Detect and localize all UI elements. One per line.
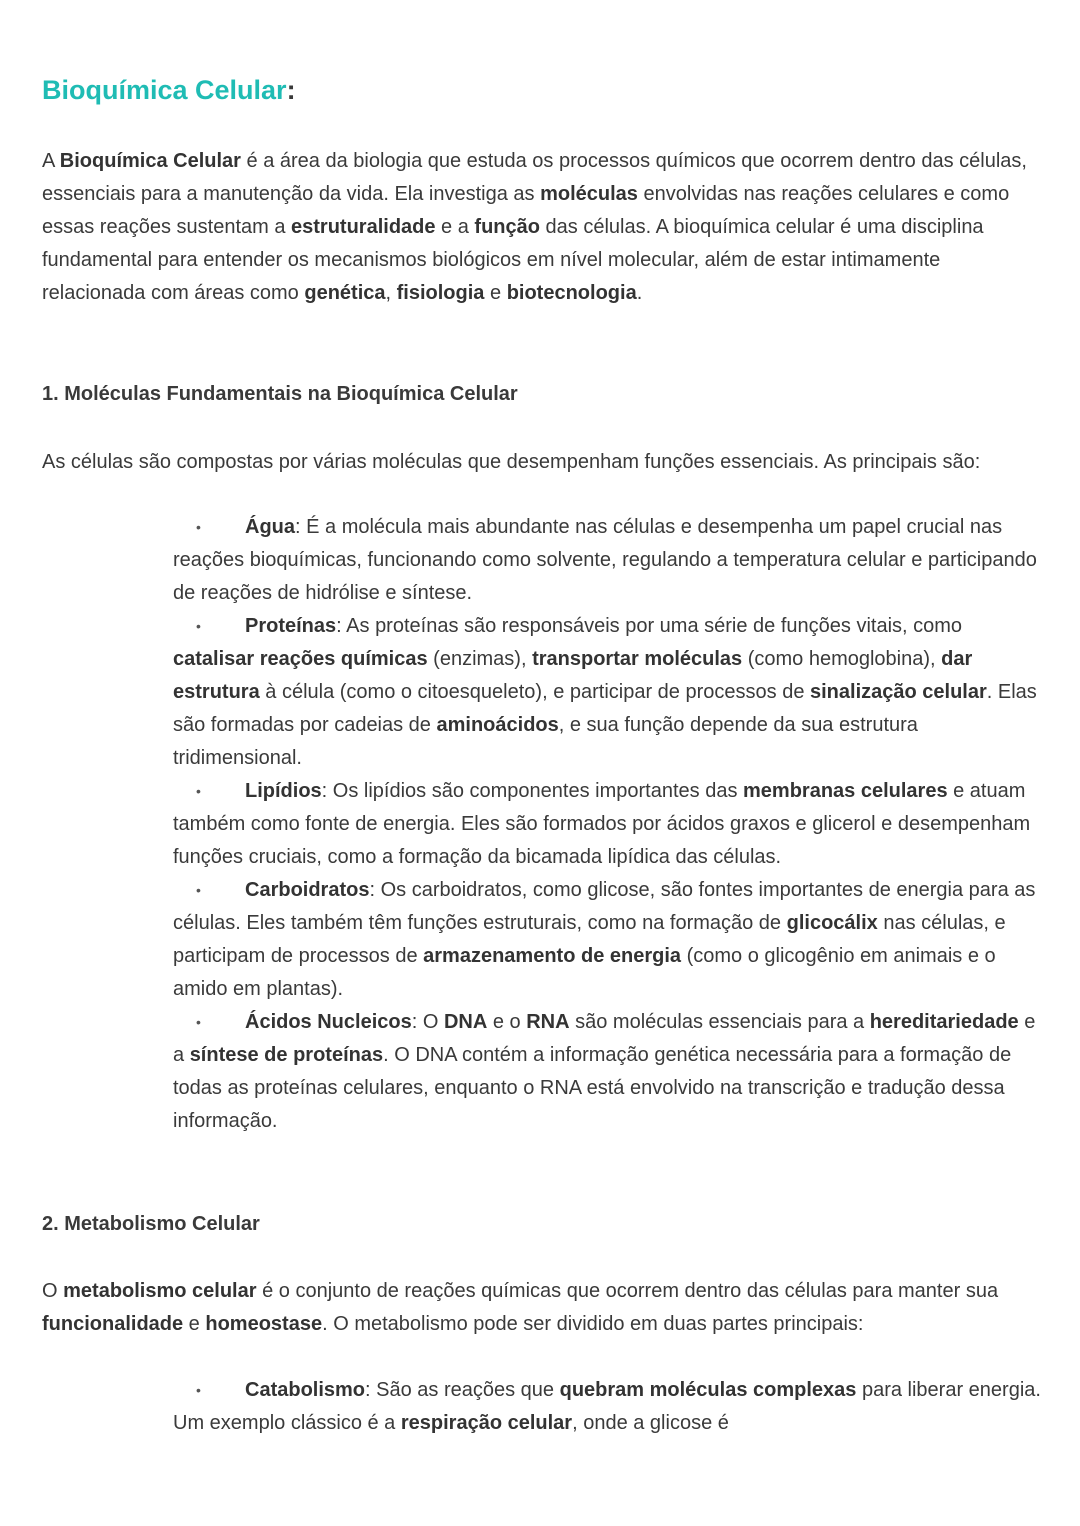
bullet-icon: • xyxy=(196,783,201,799)
list-item-text: Carboidratos: Os carboidratos, como glicose, são fontes importantes de energia para as células. Eles também têm funções estruturais, como na formação de glicocálix nas células, e participam de processos de armazenamento de energia (como o glicogênio em animais e o amido em plantas). xyxy=(173,879,1036,1000)
bullet-icon: • xyxy=(196,1382,201,1398)
list-item-agua xyxy=(173,511,1043,610)
title-colon: : xyxy=(286,75,296,105)
section-1-intro: As células são compostas por várias moléculas que desempenham funções essenciais. As principais são: xyxy=(42,451,981,473)
list-item-text: Água: É a molécula mais abundante nas células e desempenha um papel crucial nas reações bioquímicas, funcionando como solvente, regulando a temperatura celular e participando de reações de hidrólise e síntese. xyxy=(173,516,1037,604)
section-1-heading: 1. Moléculas Fundamentais na Bioquímica Celular xyxy=(42,383,518,405)
bold-term: hereditariedade xyxy=(869,1011,1019,1033)
bold-term: DNA xyxy=(443,1011,488,1033)
bold-term: fisiologia xyxy=(396,282,485,304)
bold-term: aminoácidos xyxy=(436,714,559,736)
bold-term: Catabolismo xyxy=(245,1379,366,1401)
list-item-lipidios xyxy=(173,775,1043,874)
bold-term: sinalização celular xyxy=(810,681,987,703)
intro-paragraph: A Bioquímica Celular é a área da biologia que estuda os processos químicos que ocorrem dentro das células, essenciais para a manutenção da vida. Ela investiga as moléculas envolvidas nas reações celulares e como essas reações sustentam a estruturalidade e a função das células. A bioquímica celular é uma disciplina fundamental para entender os mecanismos biológicos em nível molecular, além de estar intimamente relacionada com áreas como genética, fisiologia e biotecnologia. xyxy=(42,150,1027,304)
bold-term: função xyxy=(474,216,540,238)
section-2-intro: O metabolismo celular é o conjunto de reações químicas que ocorrem dentro das células para manter sua funcionalidade e homeostase. O metabolismo pode ser dividido em duas partes principais: xyxy=(42,1280,999,1335)
bold-term: catalisar reações químicas xyxy=(173,648,428,670)
bullet-icon: • xyxy=(196,519,201,535)
bullet-icon: • xyxy=(196,618,201,634)
bold-term: respiração celular xyxy=(400,1412,573,1434)
document-title xyxy=(42,72,296,108)
list-item-text: Ácidos Nucleicos: O DNA e o RNA são moléculas essenciais para a hereditariedade e a síntese de proteínas. O DNA contém a informação genética necessária para a formação de todas as proteínas celulares, enquanto o RNA está envolvido na transcrição e tradução dessa informação. xyxy=(173,1011,1036,1132)
bullet-icon: • xyxy=(196,1014,201,1030)
bold-term: metabolismo celular xyxy=(63,1280,257,1302)
bold-term: transportar moléculas xyxy=(532,648,743,670)
bold-term: síntese de proteínas xyxy=(189,1044,384,1066)
bold-term: Água xyxy=(245,516,295,538)
bold-term: estruturalidade xyxy=(291,216,436,238)
metabolism-list xyxy=(173,1374,1043,1440)
bold-term: biotecnologia xyxy=(506,282,637,304)
title-text: Bioquímica Celular xyxy=(42,75,287,105)
bold-term: Carboidratos xyxy=(245,879,370,901)
bold-term: Ácidos Nucleicos xyxy=(245,1011,412,1033)
bullet-icon: • xyxy=(196,882,201,898)
section-2-heading: 2. Metabolismo Celular xyxy=(42,1213,260,1235)
bold-term: moléculas xyxy=(540,183,638,205)
bold-term: genética xyxy=(304,282,386,304)
bold-term: armazenamento de energia xyxy=(423,945,682,967)
bold-term: quebram moléculas complexas xyxy=(559,1379,857,1401)
bold-term: Proteínas xyxy=(245,615,337,637)
molecules-list xyxy=(173,511,1043,1138)
list-item-catabolismo xyxy=(173,1374,1043,1440)
bold-term: homeostase xyxy=(205,1313,323,1335)
bold-term: dar estrutura xyxy=(173,648,973,703)
list-item-text: Lipídios: Os lipídios são componentes importantes das membranas celulares e atuam também como fonte de energia. Eles são formados por ácidos graxos e glicerol e desempenham funções cruciais, como a formação da bicamada lipídica das células. xyxy=(173,780,1031,868)
bold-term: membranas celulares xyxy=(743,780,948,802)
list-item-text: Proteínas: As proteínas são responsáveis por uma série de funções vitais, como catalisar reações químicas (enzimas), transportar moléculas (como hemoglobina), dar estrutura à célula (como o citoesqueleto), e participar de processos de sinalização celular. Elas são formadas por cadeias de aminoácidos, e sua função depende da sua estrutura tridimensional. xyxy=(173,615,1037,769)
bold-term: glicocálix xyxy=(786,912,878,934)
bold-term: RNA xyxy=(526,1011,570,1033)
list-item-acidos-nucleicos xyxy=(173,1006,1043,1138)
list-item-carboidratos xyxy=(173,874,1043,1006)
bold-term: funcionalidade xyxy=(42,1313,184,1335)
list-item-text: Catabolismo: São as reações que quebram moléculas complexas para liberar energia. Um exemplo clássico é a respiração celular, onde a glicose é xyxy=(173,1379,1041,1434)
bold-term: Bioquímica Celular xyxy=(59,150,241,172)
list-item-proteinas xyxy=(173,610,1043,775)
bold-term: Lipídios xyxy=(245,780,322,802)
